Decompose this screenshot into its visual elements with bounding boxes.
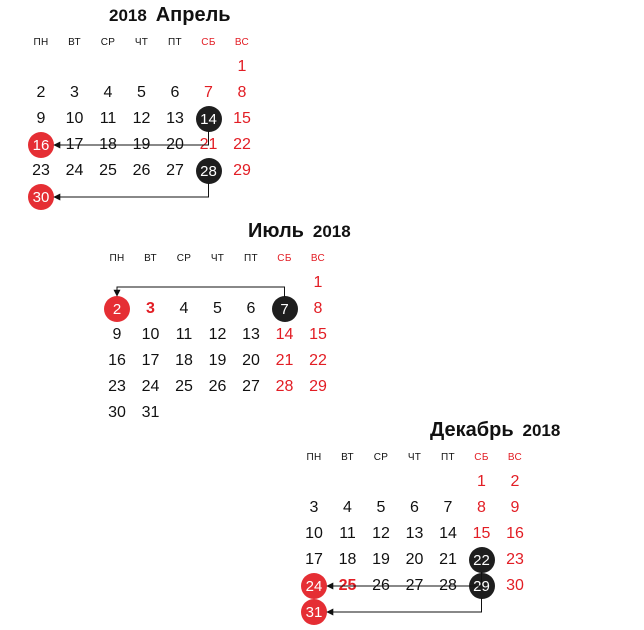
day-cell[interactable]: 4 [179,300,189,317]
day-cell[interactable]: 4 [103,84,113,101]
weekday-label: СР [100,36,116,48]
weekday-label: СР [373,451,389,463]
weekday-label: СБ [201,36,216,48]
day-cell[interactable]: 6 [170,84,180,101]
day-cell[interactable]: 6 [246,300,256,317]
weekday-label: ПТ [441,451,455,463]
day-cell[interactable]: 19 [372,551,390,568]
day-cell[interactable]: 28 [275,378,294,395]
day-cell[interactable]: 16 [108,352,126,369]
day-cell[interactable]: 30 [506,577,524,594]
day-cell[interactable]: 15 [472,525,491,542]
title-year: 2018 [312,222,351,241]
day-cell[interactable]: 5 [213,300,222,317]
transfer-arrows [28,4,268,204]
transfer-arrow [117,287,285,297]
day-cell[interactable]: 19 [208,352,227,369]
day-cell[interactable]: 25 [99,162,117,179]
day-cell[interactable]: 10 [305,525,323,542]
day-cell[interactable]: 30 [28,184,54,210]
day-cell[interactable]: 17 [65,136,84,153]
day-cell[interactable]: 12 [372,525,390,542]
day-cell[interactable]: 2 [36,84,46,101]
weekday-label: ЧТ [407,451,422,463]
day-cell[interactable]: 22 [233,136,251,153]
day-cell[interactable]: 12 [208,326,227,343]
day-cell[interactable]: 26 [372,577,390,594]
day-cell[interactable]: 25 [338,577,357,594]
day-cell[interactable]: 16 [506,525,524,542]
day-cell[interactable]: 1 [477,473,486,490]
day-cell[interactable]: 24 [301,573,327,599]
day-cell[interactable]: 1 [313,274,323,291]
weekday-label: СБ [277,252,292,264]
transfer-arrow [54,183,209,197]
day-cell[interactable]: 2 [104,296,130,322]
day-cell[interactable]: 21 [439,551,457,568]
day-cell[interactable]: 2 [510,473,520,490]
day-cell[interactable]: 3 [70,84,79,101]
day-cell[interactable]: 13 [166,110,184,127]
day-cell[interactable]: 31 [301,599,327,625]
day-cell[interactable]: 3 [309,499,319,516]
title-month: Апрель [155,4,231,26]
day-cell[interactable]: 26 [208,378,227,395]
day-cell[interactable]: 27 [242,378,260,395]
day-cell[interactable]: 9 [510,499,520,516]
weekday-label: ВТ [144,252,157,264]
weekday-label: ПН [33,36,49,48]
transfer-arrows [104,220,344,420]
calendar-april [28,4,268,204]
weekday-label: ЧТ [210,252,225,264]
day-cell[interactable]: 20 [242,352,260,369]
day-cell[interactable]: 29 [469,573,495,599]
day-cell[interactable]: 17 [141,352,160,369]
weekday-label: ПТ [244,252,258,264]
weekday-label: ЧТ [134,36,149,48]
transfer-arrows [301,419,541,619]
day-cell[interactable]: 23 [108,378,126,395]
day-cell[interactable]: 20 [166,136,184,153]
day-cell[interactable]: 13 [242,326,260,343]
day-cell[interactable]: 31 [141,404,160,421]
calendar-december [301,419,561,621]
day-cell[interactable]: 25 [175,378,193,395]
day-cell[interactable]: 22 [469,547,495,573]
day-cell[interactable]: 7 [204,84,213,101]
day-cell[interactable]: 16 [28,132,54,158]
day-cell[interactable]: 15 [309,326,327,343]
day-cell[interactable]: 29 [233,162,251,179]
weekday-label: СР [176,252,192,264]
day-cell[interactable]: 3 [146,300,155,317]
weekday-label: ВТ [341,451,354,463]
day-cell[interactable]: 14 [196,106,222,132]
weekday-label: ПН [109,252,125,264]
day-cell[interactable]: 9 [112,326,122,343]
weekday-label: ВС [234,36,250,48]
day-cell[interactable]: 11 [99,110,117,127]
day-cell[interactable]: 13 [405,525,424,542]
day-cell[interactable]: 8 [477,499,486,516]
day-cell[interactable]: 20 [405,551,424,568]
title-month: Июль [248,220,304,242]
day-cell[interactable]: 7 [272,296,298,322]
weekday-label: ВТ [68,36,81,48]
day-cell[interactable]: 4 [343,499,352,516]
day-cell[interactable]: 27 [405,577,424,594]
transfer-arrow [327,598,482,612]
day-cell[interactable]: 11 [175,326,193,343]
day-cell[interactable]: 21 [199,136,218,153]
day-cell[interactable]: 23 [32,162,50,179]
day-cell[interactable]: 5 [137,84,146,101]
day-cell[interactable]: 12 [132,110,151,127]
day-cell[interactable]: 18 [99,136,117,153]
day-cell[interactable]: 5 [376,499,386,516]
day-cell[interactable]: 26 [132,162,151,179]
day-cell[interactable]: 14 [275,326,294,343]
day-cell[interactable]: 8 [237,84,247,101]
day-cell[interactable]: 1 [237,58,247,75]
day-cell[interactable]: 17 [305,551,323,568]
title-year: 2018 [109,6,147,25]
day-cell[interactable]: 29 [309,378,327,395]
day-cell[interactable]: 18 [175,352,193,369]
weekday-label: ВС [507,451,523,463]
day-cell[interactable]: 27 [166,162,184,179]
day-cell[interactable]: 28 [439,577,457,594]
day-cell[interactable]: 15 [233,110,251,127]
day-cell[interactable]: 22 [309,352,327,369]
day-cell[interactable]: 18 [338,551,357,568]
day-cell[interactable]: 7 [443,499,453,516]
day-cell[interactable]: 28 [196,158,222,184]
day-cell[interactable]: 21 [275,352,294,369]
calendar-july [104,220,351,421]
weekday-label: СБ [474,451,489,463]
day-cell[interactable]: 23 [506,551,524,568]
title-year: 2018 [522,421,561,440]
day-cell[interactable]: 11 [339,525,356,542]
day-cell[interactable]: 24 [65,162,84,179]
transfer-arrow [327,572,482,586]
weekday-label: ПН [306,451,322,463]
day-cell[interactable]: 14 [439,525,457,542]
day-cell[interactable]: 9 [36,110,46,127]
day-cell[interactable]: 30 [108,404,126,421]
day-cell[interactable]: 10 [65,110,84,127]
day-cell[interactable]: 24 [141,378,160,395]
weekday-label: ПТ [168,36,182,48]
day-cell[interactable]: 6 [410,499,419,516]
day-cell[interactable]: 10 [141,326,160,343]
title-month: Декабрь [430,419,514,441]
transfer-arrow [54,131,209,145]
day-cell[interactable]: 19 [132,136,151,153]
weekday-label: ВС [310,252,326,264]
day-cell[interactable]: 8 [313,300,323,317]
